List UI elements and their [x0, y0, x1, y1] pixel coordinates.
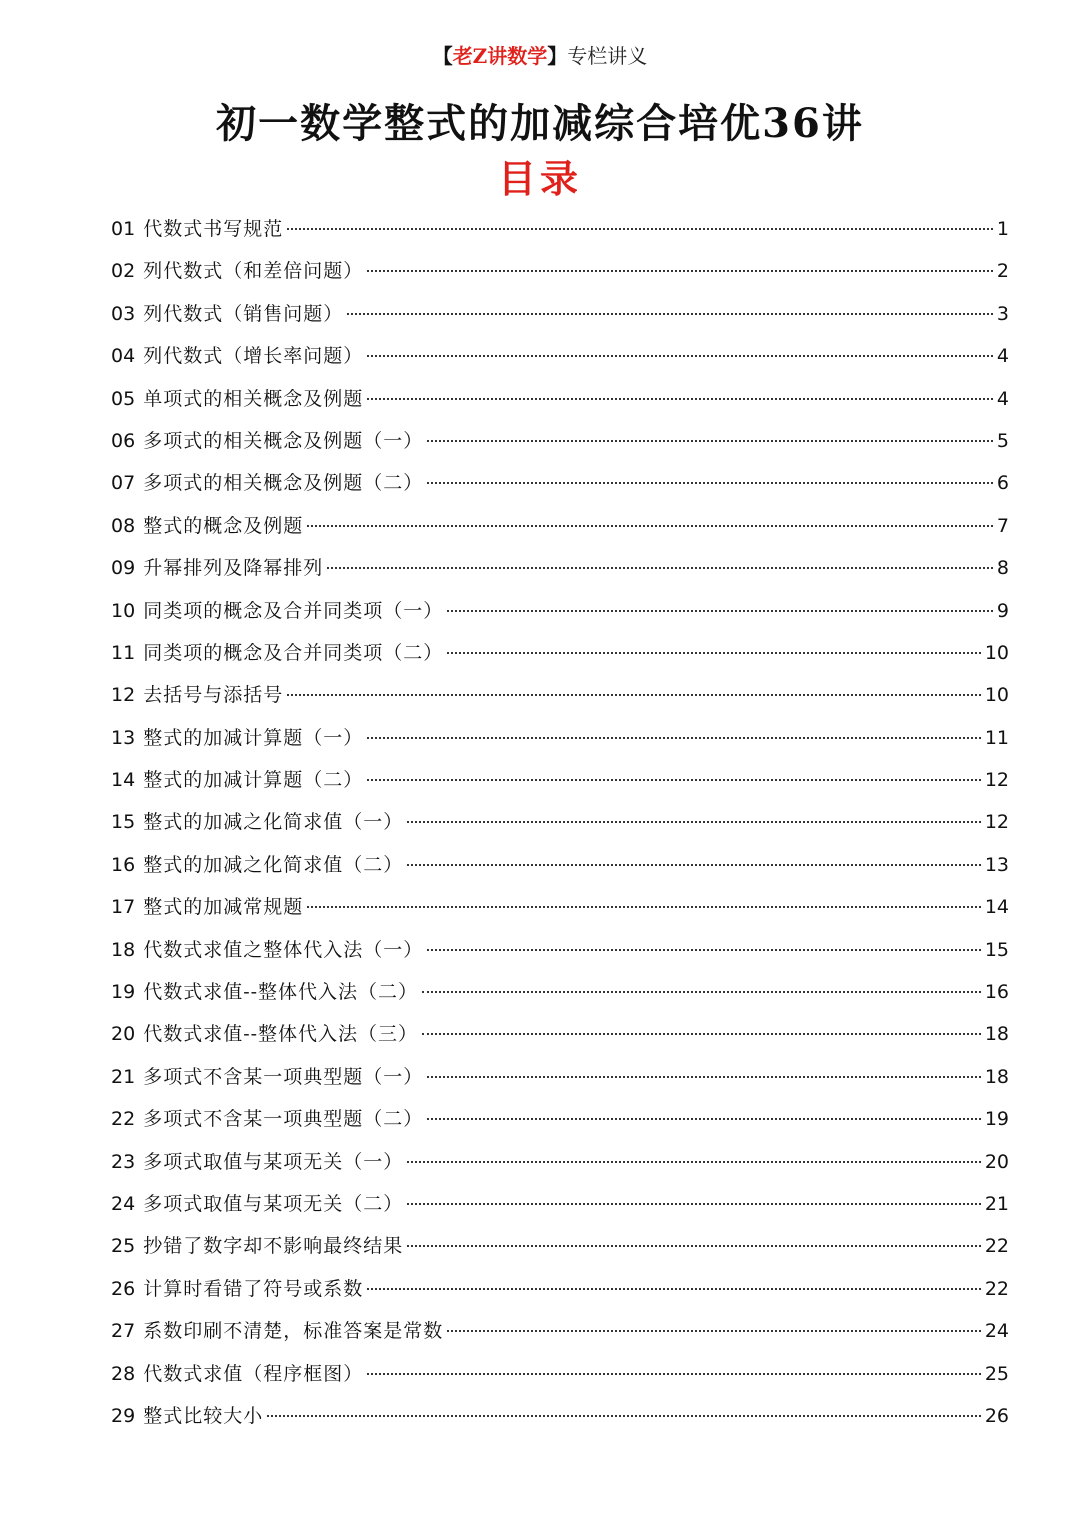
toc-entry-number: 15 [111, 811, 136, 834]
toc-entry-page: 2 [996, 260, 1009, 283]
toc-entry-page: 7 [996, 514, 1009, 537]
toc-dot-leader [427, 1076, 981, 1078]
toc-entry-number: 10 [111, 599, 136, 622]
page-header [0, 40, 1080, 72]
toc-entry-title: 代数式求值之整体代入法（一） [143, 938, 424, 961]
toc-entry-title: 计算时看错了符号或系数 [143, 1277, 364, 1300]
toc-entry-page: 22 [984, 1277, 1009, 1300]
toc-entry-title: 系数印刷不清楚，标准答案是常数 [143, 1320, 444, 1343]
header-brand: 老Z讲数学 [452, 44, 548, 68]
toc-entry-title: 同类项的概念及合并同类项（一） [143, 599, 444, 622]
toc-dot-leader [367, 1288, 981, 1290]
toc-entry-page: 6 [996, 472, 1009, 495]
toc-entry[interactable] [111, 1183, 1009, 1225]
toc-entry-number: 16 [111, 853, 136, 876]
document-title: 初一数学整式的加减综合培优36讲 [216, 100, 864, 147]
toc-dot-leader [287, 694, 981, 696]
toc-entry-number: 24 [111, 1192, 136, 1215]
toc-entry-page: 5 [996, 429, 1009, 452]
toc-entry-number: 13 [111, 726, 136, 749]
toc-entry-title: 多项式取值与某项无关（二） [143, 1192, 404, 1215]
toc-entry-number: 21 [111, 1065, 136, 1088]
toc-entry[interactable] [111, 929, 1009, 971]
toc-entry-title: 整式的加减计算题（一） [143, 726, 364, 749]
toc-dot-leader [367, 737, 981, 739]
toc-entry-page: 25 [984, 1362, 1009, 1385]
toc-entry[interactable] [111, 505, 1009, 547]
toc-entry-title: 抄错了数字却不影响最终结果 [143, 1235, 404, 1258]
toc-entry-page: 15 [984, 938, 1009, 961]
toc-entry-number: 29 [111, 1404, 136, 1427]
toc-entry[interactable] [111, 886, 1009, 928]
toc-dot-leader [347, 313, 993, 315]
toc-entry[interactable] [111, 420, 1009, 462]
toc-entry-number: 17 [111, 896, 136, 919]
toc-entry-number: 14 [111, 769, 136, 792]
toc-dot-leader [287, 228, 993, 230]
toc-dot-leader [267, 1415, 981, 1417]
toc-entry-page: 1 [996, 218, 1009, 240]
toc-dot-leader [367, 779, 981, 781]
toc-dot-leader [327, 567, 993, 569]
toc-entry-number: 19 [111, 981, 136, 1004]
toc-entry-number: 05 [111, 387, 136, 410]
toc-entry-title: 多项式不含某一项典型题（一） [143, 1065, 424, 1088]
toc-entry-number: 28 [111, 1362, 136, 1385]
toc-entry-page: 4 [996, 387, 1009, 410]
toc-entry-number: 02 [111, 260, 136, 283]
toc-entry-number: 18 [111, 938, 136, 961]
toc-entry-number: 08 [111, 514, 136, 537]
toc-entry[interactable] [111, 674, 1009, 716]
toc-entry[interactable] [111, 844, 1009, 886]
toc-dot-leader [407, 1203, 981, 1205]
toc-entry-number: 27 [111, 1320, 136, 1343]
toc-entry[interactable] [111, 250, 1009, 292]
toc-entry-page: 10 [984, 684, 1009, 707]
toc-entry[interactable] [111, 1225, 1009, 1267]
toc-entry-number: 01 [111, 218, 136, 240]
toc-entry[interactable] [111, 1310, 1009, 1352]
toc-dot-leader [447, 652, 981, 654]
toc-entry-number: 20 [111, 1023, 136, 1046]
toc-dot-leader [447, 610, 993, 612]
toc-entry-number: 26 [111, 1277, 136, 1300]
header-bracket-open: 【 [432, 44, 453, 68]
toc-entry-page: 4 [996, 345, 1009, 368]
toc-dot-leader [307, 525, 993, 527]
toc-entry-title: 代数式求值--整体代入法（二） [143, 981, 419, 1004]
toc-entry-page: 8 [996, 557, 1009, 580]
toc-entry-page: 3 [996, 302, 1009, 325]
toc-dot-leader [427, 949, 981, 951]
toc-entry[interactable] [111, 971, 1009, 1013]
toc-entry-page: 12 [984, 769, 1009, 792]
toc-entry[interactable] [111, 1268, 1009, 1310]
toc-entry-title: 整式的加减常规题 [143, 896, 304, 919]
toc-dot-leader [307, 906, 981, 908]
toc-entry[interactable] [111, 208, 1009, 250]
toc-entry[interactable] [111, 1013, 1009, 1055]
toc-entry-title: 多项式不含某一项典型题（二） [143, 1108, 424, 1131]
toc-entry-number: 03 [111, 302, 136, 325]
toc-entry-title: 代数式书写规范 [143, 218, 284, 240]
toc-entry-page: 12 [984, 811, 1009, 834]
toc-entry-title: 整式比较大小 [143, 1404, 264, 1427]
toc-dot-leader [367, 1373, 981, 1375]
toc-entry-number: 22 [111, 1108, 136, 1131]
toc-entry-number: 09 [111, 557, 136, 580]
toc-entry[interactable] [111, 547, 1009, 589]
toc-entry-number: 04 [111, 345, 136, 368]
toc-entry-page: 10 [984, 641, 1009, 664]
toc-entry[interactable] [111, 590, 1009, 632]
toc-entry-title: 整式的加减计算题（二） [143, 769, 364, 792]
toc-entry[interactable] [111, 1395, 1009, 1437]
toc-entry-number: 25 [111, 1235, 136, 1258]
table-of-contents [111, 208, 1009, 1437]
toc-entry-page: 22 [984, 1235, 1009, 1258]
toc-entry-title: 列代数式（销售问题） [143, 302, 344, 325]
toc-dot-leader [407, 1161, 981, 1163]
toc-dot-leader [367, 270, 993, 272]
toc-entry-title: 整式的概念及例题 [143, 514, 304, 537]
toc-entry-title: 单项式的相关概念及例题 [143, 387, 364, 410]
toc-entry[interactable] [111, 717, 1009, 759]
toc-dot-leader [367, 355, 993, 357]
toc-dot-leader [407, 864, 981, 866]
toc-entry-title: 多项式的相关概念及例题（一） [143, 429, 424, 452]
toc-entry-page: 9 [996, 599, 1009, 622]
toc-dot-leader [407, 821, 981, 823]
toc-entry-number: 12 [111, 684, 136, 707]
toc-entry-number: 23 [111, 1150, 136, 1173]
toc-entry[interactable] [111, 1098, 1009, 1140]
toc-entry-page: 24 [984, 1320, 1009, 1343]
toc-dot-leader [447, 1330, 981, 1332]
toc-entry-title: 同类项的概念及合并同类项（二） [143, 641, 444, 664]
toc-entry[interactable] [111, 632, 1009, 674]
toc-entry-page: 11 [984, 726, 1009, 749]
toc-entry-title: 整式的加减之化简求值（二） [143, 853, 404, 876]
toc-entry-number: 07 [111, 472, 136, 495]
toc-entry[interactable] [111, 462, 1009, 504]
toc-entry-title: 多项式取值与某项无关（一） [143, 1150, 404, 1173]
toc-entry-page: 19 [984, 1108, 1009, 1131]
header-suffix: 专栏讲义 [567, 44, 648, 68]
toc-entry-number: 11 [111, 641, 136, 664]
toc-dot-leader [367, 398, 993, 400]
toc-dot-leader [422, 1033, 981, 1035]
toc-entry[interactable] [111, 378, 1009, 420]
toc-entry-title: 代数式求值--整体代入法（三） [143, 1023, 419, 1046]
toc-heading: 目录 [497, 156, 582, 201]
header-bracket-close: 】 [547, 44, 568, 68]
toc-entry-title: 列代数式（增长率问题） [143, 345, 364, 368]
toc-entry-title: 代数式求值（程序框图） [143, 1362, 364, 1385]
toc-entry-title: 去括号与添括号 [143, 684, 284, 707]
toc-entry-page: 21 [984, 1192, 1009, 1215]
toc-entry[interactable] [111, 759, 1009, 801]
toc-dot-leader [427, 1118, 981, 1120]
toc-entry[interactable] [111, 1141, 1009, 1183]
toc-entry-title: 升幂排列及降幂排列 [143, 557, 324, 580]
toc-dot-leader [427, 482, 993, 484]
toc-dot-leader [407, 1245, 981, 1247]
toc-entry-page: 26 [984, 1404, 1009, 1427]
toc-entry-title: 多项式的相关概念及例题（二） [143, 472, 424, 495]
toc-entry[interactable] [111, 1056, 1009, 1098]
toc-entry-page: 20 [984, 1150, 1009, 1173]
toc-entry[interactable] [111, 335, 1009, 377]
toc-entry-page: 18 [984, 1065, 1009, 1088]
toc-entry[interactable] [111, 1353, 1009, 1395]
toc-entry-number: 06 [111, 429, 136, 452]
toc-entry-page: 16 [984, 981, 1009, 1004]
toc-dot-leader [422, 991, 981, 993]
toc-entry[interactable] [111, 293, 1009, 335]
toc-dot-leader [427, 440, 993, 442]
toc-entry-title: 整式的加减之化简求值（一） [143, 811, 404, 834]
toc-entry-page: 18 [984, 1023, 1009, 1046]
toc-entry-page: 13 [984, 853, 1009, 876]
toc-entry-title: 列代数式（和差倍问题） [143, 260, 364, 283]
toc-entry-page: 14 [984, 896, 1009, 919]
toc-entry[interactable] [111, 801, 1009, 843]
